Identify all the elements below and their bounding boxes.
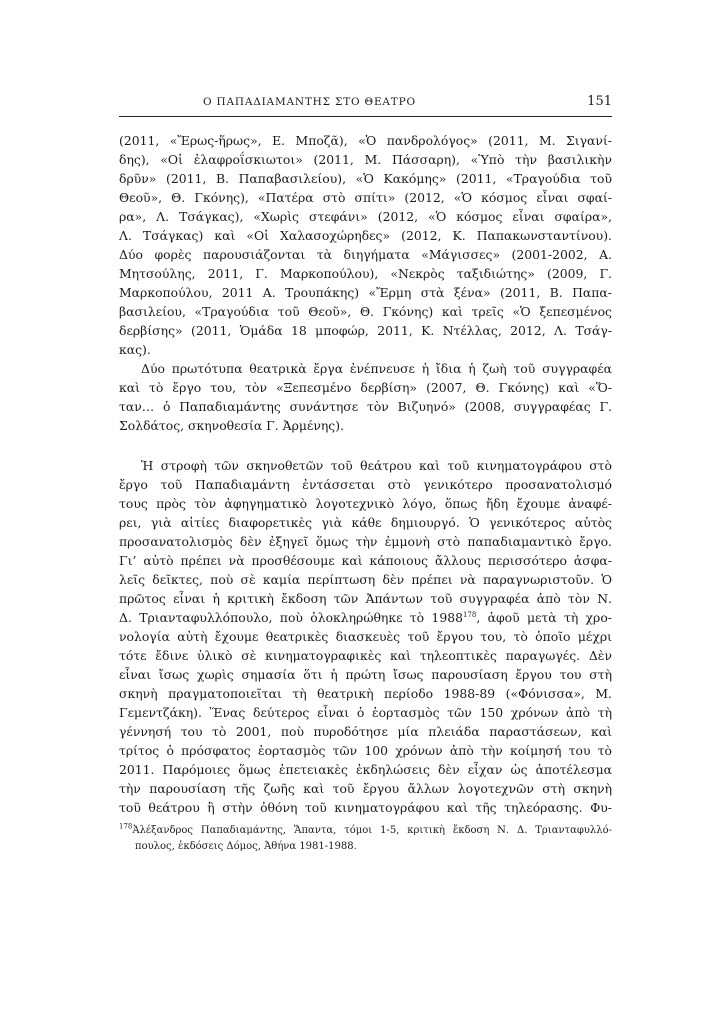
- text-line: ταν… ὁ Παπαδιαμάντης συνάντησε τὸν Βιζυηνό» (2008, συγγραφέας Γ.: [119, 399, 612, 414]
- footnote-number: 178: [119, 822, 133, 831]
- text-segment: , ἀφοῦ μετὰ τὴ χρο-: [476, 610, 612, 625]
- text-line: γέννησή του τὸ 2001, ποὺ πυροδότησε μία πλειάδα παραστάσεων, καὶ: [119, 724, 612, 739]
- footnote-reference[interactable]: 178: [462, 610, 477, 619]
- text-line: εἶναι ἴσως χωρὶς σημασία ὅτι ἡ πρώτη ἴσως παρουσίαση ἔργου του στὴ: [119, 667, 612, 682]
- footnote-text: Ἀλέξανδρος Παπαδιαμάντης, Ἅπαντα, τόμοι 1-5, κριτικὴ ἔκδοση Ν. Δ. Τριανταφυλλό-: [132, 825, 612, 836]
- text-line: νολογία αὐτὴ ἔχουμε θεατρικὲς διασκευὲς τοῦ ἔργου του, τὸ ὁποῖο μέχρι: [119, 629, 612, 644]
- text-line: Λ. Τσάγκας) καὶ «Οἱ Χαλασοχώρηδες» (2012, Κ. Παπακωνσταντίνου).: [119, 228, 612, 243]
- text-line: καὶ τὸ ἔργο του, τὸν «Ξεπεσμένο δερβίση» (2007, Θ. Γκόνης) καὶ «Ὅ-: [119, 380, 612, 395]
- text-line: λεῖς δεῖκτες, ποὺ σὲ καμία περίπτωση δὲν πρέπει νὰ παραγνωριστοῦν. Ὁ: [119, 572, 612, 587]
- text-line: Ἡ στροφὴ τῶν σκηνοθετῶν τοῦ θεάτρου καὶ τοῦ κινηματογράφου στὸ: [141, 458, 612, 473]
- text-line: Μητσούλης, 2011, Γ. Μαρκοπούλου), «Νεκρὸς ταξιδιώτης» (2009, Γ.: [119, 266, 612, 281]
- paragraph-3: [119, 456, 612, 817]
- text-line: προσανατολισμὸς δὲν ἐξηγεῖ ὅμως τὴν ἐμμονὴ στὸ παπαδιαμαντικὸ ἔργο.: [119, 534, 612, 549]
- text-line: κας).: [119, 342, 151, 357]
- paragraph-1: [119, 131, 612, 359]
- text-line: Σολδάτος, σκηνοθεσία Γ. Ἀρμένης).: [119, 418, 344, 433]
- footnote: [119, 823, 612, 855]
- paragraph-gap: [119, 435, 612, 456]
- text-line: τοῦ θεάτρου ἢ στὴν ὀθόνη τοῦ κινηματογράφου καὶ τῆς τηλεόρασης. Φυ-: [119, 800, 612, 815]
- text-line: Θεοῦ», Θ. Γκόνης), «Πατέρα στὸ σπίτι» (2012, «Ὁ κόσμος εἶναι σφαί-: [119, 190, 612, 205]
- text-line: ρα», Λ. Τσάγκας), «Χωρὶς στεφάνι» (2012, «Ὁ κόσμος εἶναι σφαίρα»,: [119, 209, 612, 224]
- text-line: Δύο φορὲς παρουσιάζονται τὰ διηγήματα «Μάγισσες» (2001-2002, Α.: [119, 247, 612, 262]
- text-line: σκηνὴ πραγματοποιεῖται τὴ θεατρικὴ περίοδο 1988-89 («Φόνισσα», Μ.: [119, 686, 612, 701]
- text-line: δης), «Οἱ ἐλαφροΐσκιωτοι» (2011, Μ. Πάσσαρη), «Ὑπὸ τὴν βασιλικὴν: [119, 152, 612, 167]
- text-line: Γεμεντζάκη). Ἕνας δεύτερος εἶναι ὁ ἑορτασμὸς τῶν 150 χρόνων ἀπὸ τὴ: [119, 705, 612, 720]
- text-line: [119, 608, 612, 627]
- footnote-line: πουλος, ἐκδόσεις Δόμος, Ἀθήνα 1981-1988.: [135, 841, 357, 852]
- text-line: τρίτος ὁ πρόσφατος ἑορτασμὸς τῶν 100 χρόνων ἀπὸ τὴν κοίμησή του τὸ: [119, 743, 612, 758]
- text-line: (2011, «Ἔρως-ἥρως», Ε. Μποζᾶ), «Ὁ πανδρολόγος» (2011, Μ. Σιγανί-: [119, 133, 612, 148]
- text-line: δρῦν» (2011, Β. Παπαβασιλείου), «Ὁ Κακόμης» (2011, «Τραγούδια τοῦ: [119, 171, 612, 186]
- text-line: Μαρκοπούλου, 2011 Α. Τρουπάκης) «Ἔρμη στὰ ξένα» (2011, Β. Παπα-: [119, 285, 612, 300]
- text-line: δερβίσης» (2011, Ὁμάδα 18 μποφώρ, 2011, Κ. Ντέλλας, 2012, Λ. Τσάγ-: [119, 323, 612, 338]
- text-line: Δύο πρωτότυπα θεατρικὰ ἔργα ἐνέπνευσε ἡ ἴδια ἡ ζωὴ τοῦ συγγραφέα: [141, 361, 612, 376]
- text-line: βασιλείου, «Τραγούδια τοῦ Θεοῦ», Θ. Γκόνης) καὶ τρεῖς «Ὁ ξεπεσμένος: [119, 304, 612, 319]
- running-title: Ο ΠΑΠΑΔΙΑΜΑΝΤΗΣ ΣΤΟ ΘΕΑΤΡΟ: [203, 96, 416, 108]
- page-number: 151: [587, 94, 612, 109]
- text-line: ρει, γιὰ αἰτίες διαφορετικὲς γιὰ κάθε δημιουργό. Ὁ γενικότερος αὐτὸς: [119, 515, 612, 530]
- page-header: [119, 92, 612, 117]
- text-line: τὴν παρουσίαση τῆς ζωῆς καὶ τοῦ ἔργου ἄλλων λογοτεχνῶν στὴ σκηνὴ: [119, 781, 612, 796]
- text-line: πρῶτος εἶναι ἡ κριτικὴ ἔκδοση τῶν Ἀπάντων τοῦ συγγραφέα ἀπὸ τὸν Ν.: [119, 591, 612, 606]
- body-text: [119, 131, 612, 817]
- text-line: τότε ἔδινε ὑλικὸ σὲ κινηματογραφικὲς καὶ τηλεοπτικὲς παραγωγές. Δὲν: [119, 648, 612, 663]
- text-line: 2011. Παρόμοιες ὅμως ἐπετειακὲς ἐκδηλώσεις δὲν εἶχαν ὡς ἀποτέλεσμα: [119, 762, 612, 777]
- text-segment: Δ. Τριανταφυλλόπουλο, ποὺ ὁλοκληρώθηκε τὸ 1988: [119, 610, 463, 625]
- paragraph-2: [119, 359, 612, 435]
- footnote-line: [119, 823, 612, 839]
- text-line: τους πρὸς τὸν ἀφηγηματικὸ λογοτεχνικὸ λόγο, ὅπως ἤδη ἔχουμε ἀναφέ-: [119, 496, 612, 511]
- text-line: ἔργο τοῦ Παπαδιαμάντη ἐντάσσεται στὸ γενικότερο προσανατολισμό: [119, 477, 612, 492]
- text-line: Γι’ αὐτὸ πρέπει νὰ προσθέσουμε καὶ κάποιους ἄλλους περισσότερο ἀσφα-: [119, 553, 612, 568]
